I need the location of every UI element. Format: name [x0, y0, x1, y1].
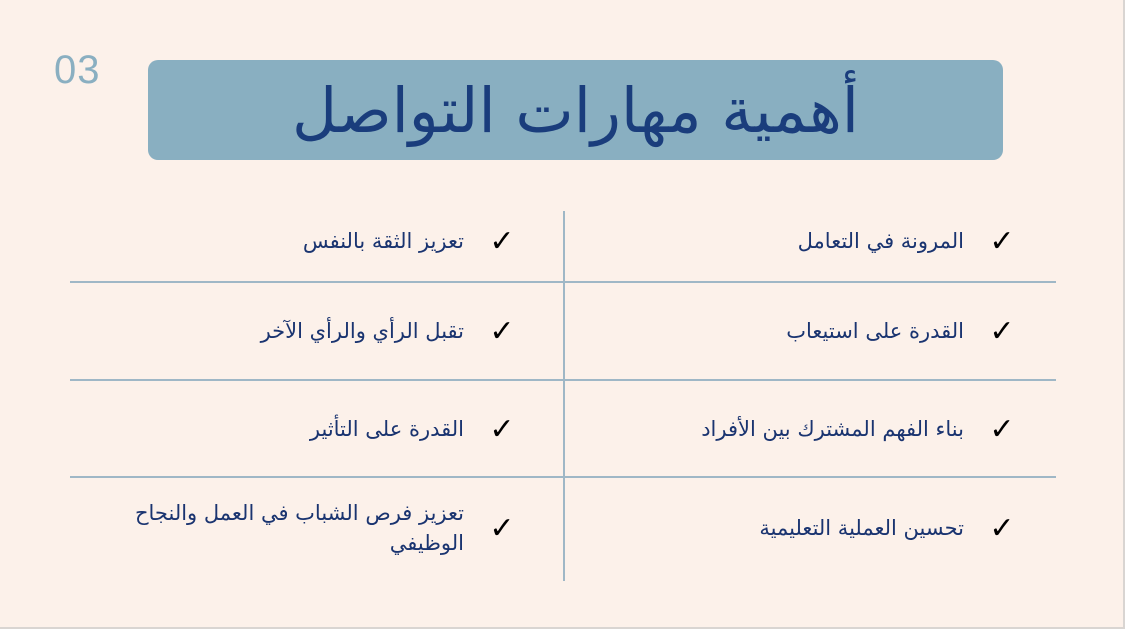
list-item — [580, 478, 1020, 578]
list-item — [80, 380, 520, 478]
list-item — [580, 282, 1020, 380]
item-text: تعزيز الثقة بالنفس — [302, 228, 464, 253]
slide-number: 03 — [54, 48, 101, 92]
list-item — [80, 282, 520, 380]
checkmark-icon: ✓ — [989, 313, 1015, 349]
item-text: تقبل الرأي والرأي الآخر — [260, 318, 464, 343]
item-text: المرونة في التعامل — [797, 228, 964, 253]
item-text: بناء الفهم المشترك بين الأفراد — [701, 416, 964, 441]
item-text: القدرة على التأثير — [309, 416, 464, 441]
checkmark-icon: ✓ — [489, 223, 515, 259]
list-item — [80, 192, 520, 290]
column-divider — [563, 211, 565, 581]
item-text: القدرة على استيعاب — [786, 318, 964, 343]
list-item — [80, 478, 520, 578]
item-text: تحسين العملية التعليمية — [759, 515, 964, 540]
checkmark-icon: ✓ — [489, 510, 515, 546]
list-item — [580, 380, 1020, 478]
page-title: أهمية مهارات التواصل — [291, 73, 860, 147]
checkmark-icon: ✓ — [489, 313, 515, 349]
checkmark-icon: ✓ — [989, 411, 1015, 447]
checkmark-icon: ✓ — [989, 223, 1015, 259]
checkmark-icon: ✓ — [989, 510, 1015, 546]
checkmark-icon: ✓ — [489, 411, 515, 447]
item-text: تعزيز فرص الشباب في العمل والنجاح الوظيفي — [134, 500, 464, 555]
title-banner — [148, 60, 1003, 160]
list-item — [580, 192, 1020, 290]
